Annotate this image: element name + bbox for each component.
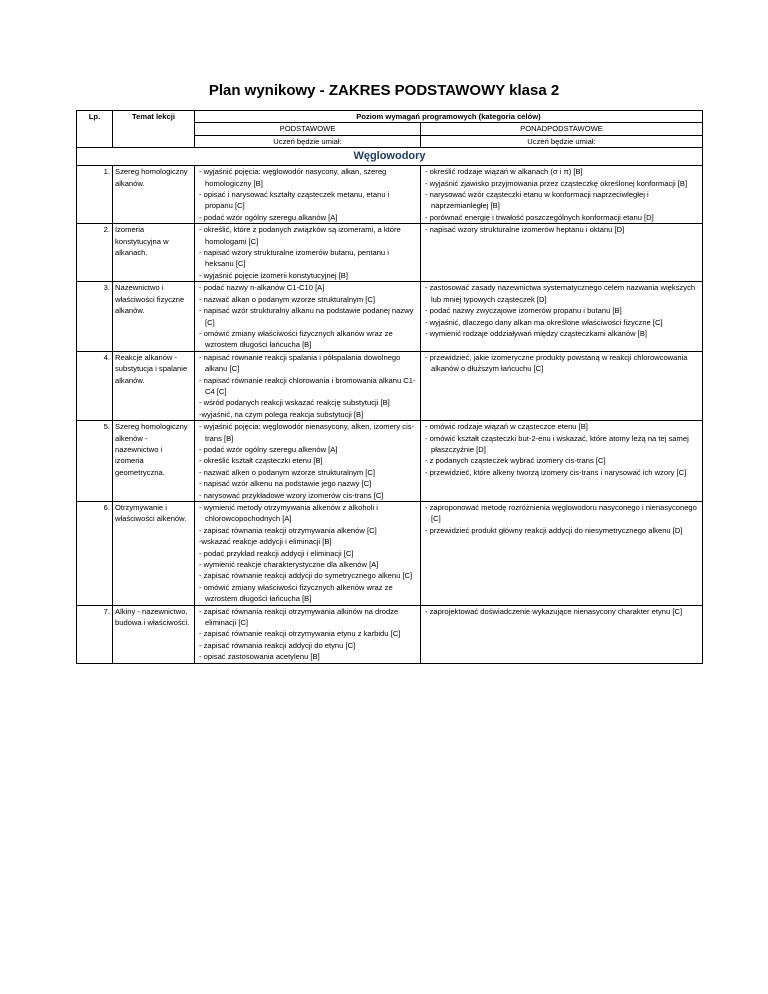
row-basic-requirements bbox=[195, 282, 421, 351]
requirement-item: - zapisać równania reakcji addycji do etynu [C] bbox=[199, 640, 356, 650]
requirement-item: - napisać równanie reakcji spalania i półspalania dowolnego alkanu [C] bbox=[199, 352, 401, 374]
requirement-item: - podać wzór ogólny szeregu alkenów [A] bbox=[199, 444, 338, 454]
row-advanced-requirements bbox=[421, 282, 703, 351]
requirement-item: - napisać równanie reakcji chlorowania i bromowania alkanu C1-C4 [C] bbox=[199, 375, 416, 396]
requirement-item: - omówić zmiany właściwości fizycznych alkenów wraz ze wzrostem długości łańcucha [B] bbox=[199, 582, 393, 604]
requirement-item: - przewidzieć produkt główny reakcji addycji do niesymetrycznego alkenu [D] bbox=[425, 525, 683, 535]
requirement-item: - podać wzór ogólny szeregu alkanów [A] bbox=[199, 212, 338, 222]
row-advanced-requirements bbox=[421, 502, 703, 606]
row-advanced-requirements bbox=[421, 351, 703, 420]
requirement-item: - określić rodzaje wiązań w alkanach (σ i π) [B] bbox=[425, 167, 583, 177]
table-row bbox=[77, 421, 703, 502]
requirement-item: - przewidzieć, jakie izomeryczne produkty powstaną w reakcji chlorowcowania alkanów o dłuższym łańcuchu [C] bbox=[425, 352, 688, 374]
requirement-item: - napisać wzory strukturalne izomerów butanu, pentanu i heksanu [C] bbox=[199, 248, 389, 269]
row-basic-requirements bbox=[195, 502, 421, 606]
row-topic: Alkiny - nazewnictwo, budowa i właściwości. bbox=[113, 605, 195, 663]
header-advanced-sub: Uczeń będzie umiał: bbox=[421, 135, 703, 147]
row-number: 7. bbox=[77, 605, 113, 663]
requirement-item: - napisać wzór strukturalny alkanu na podstawie podanej nazwy [C] bbox=[199, 306, 414, 327]
requirement-item: - wśród podanych reakcji wskazać reakcję substytucji [B] bbox=[199, 398, 390, 408]
requirement-item: - opisać i narysować kształty cząsteczek metanu, etanu i propanu [C] bbox=[199, 190, 390, 211]
requirement-item: - nazwać alken o podanym wzorze strukturalnym [C] bbox=[199, 467, 375, 477]
requirement-item: - zapisać równanie reakcji addycji do symetrycznego alkenu [C] bbox=[199, 571, 413, 581]
requirement-item: - zaproponować metodę rozróżnienia węglowodoru nasyconego i nienasyconego [C] bbox=[425, 503, 697, 524]
row-basic-requirements bbox=[195, 351, 421, 420]
table-row bbox=[77, 166, 703, 224]
section-title: Węglowodory bbox=[77, 148, 703, 166]
table-body bbox=[77, 166, 703, 663]
row-advanced-requirements bbox=[421, 421, 703, 502]
requirement-item: - zapisać równania reakcji otrzymywania alkenów [C] bbox=[199, 525, 377, 535]
requirement-item: - podać nazwy zwyczajowe izomerów propanu i butanu [B] bbox=[425, 306, 622, 316]
row-topic: Reakcje alkanów - substytucja i spalanie alkanów. bbox=[113, 351, 195, 420]
requirement-item: - określić kształt cząsteczki etenu [B] bbox=[199, 456, 323, 466]
row-topic: Nazewnictwo i właściwości fizyczne alkanów. bbox=[113, 282, 195, 351]
requirement-item: - wyjaśnić pojęcie izomerii konstytucyjnej [B] bbox=[199, 270, 348, 280]
requirements-table bbox=[76, 110, 703, 664]
requirement-item: - wymienić metody otrzymywania alkenów z alkoholi i chlorowcopochodnych [A] bbox=[199, 503, 378, 524]
requirement-item: - wymienić reakcje charakterystyczne dla alkenów [A] bbox=[199, 560, 379, 570]
requirement-item: - omówić zmiany właściwości fizycznych alkanów wraz ze wzrostem długości łańcucha [B] bbox=[199, 328, 393, 350]
requirement-item: - wyjaśnić pojęcia: węglowodór nienasycony, alken, izomery cis-trans [B] bbox=[199, 422, 415, 443]
header-level: Poziom wymagań programowych (kategoria celów) bbox=[195, 111, 703, 123]
row-number: 1. bbox=[77, 166, 113, 224]
row-topic: Szereg homologiczny alkenów - nazewnictwo i izomeria geometryczna. bbox=[113, 421, 195, 502]
requirement-item: - podać nazwy n-alkanów C1-C10 [A] bbox=[199, 283, 325, 293]
requirement-item: - wymienić rodzaje oddziaływań między cząsteczkami alkanów [B] bbox=[425, 328, 647, 338]
header-lp: Lp. bbox=[77, 111, 113, 148]
requirement-item: - podać przykład reakcji addycji i eliminacji [C] bbox=[199, 548, 354, 558]
requirement-item: - omówić rodzaje wiązań w cząsteczce etenu [B] bbox=[425, 422, 588, 432]
row-number: 4. bbox=[77, 351, 113, 420]
requirement-item: - nazwać alkan o podanym wzorze strukturalnym [C] bbox=[199, 294, 375, 304]
header-basic-sub: Uczeń będzie umiał: bbox=[195, 135, 421, 147]
requirement-item: -wyjaśnić, na czym polega reakcja substytucji [B] bbox=[199, 409, 364, 419]
requirement-item: - narysować przykładowe wzory izomerów cis-trans [C] bbox=[199, 490, 384, 500]
requirement-item: -wskazać reakcje addycji i eliminacji [B] bbox=[199, 537, 332, 547]
header-advanced: PONADPODSTAWOWE bbox=[421, 123, 703, 135]
requirement-item: - zapisać równanie reakcji otrzymywania etynu z karbidu [C] bbox=[199, 629, 401, 639]
requirement-item: - przewidzieć, które alkeny tworzą izomery cis-trans i narysować ich wzory [C] bbox=[425, 467, 687, 477]
row-basic-requirements bbox=[195, 166, 421, 224]
row-number: 3. bbox=[77, 282, 113, 351]
requirement-item: - wyjaśnić zjawisko przyjmowania przez cząsteczkę określonej konformacji [B] bbox=[425, 178, 688, 188]
row-number: 5. bbox=[77, 421, 113, 502]
requirement-item: - narysować wzór cząsteczki etanu w konformacji naprzeciwległej i naprzemianległej [B] bbox=[425, 190, 649, 211]
table-row bbox=[77, 502, 703, 606]
header-basic: PODSTAWOWE bbox=[195, 123, 421, 135]
row-advanced-requirements bbox=[421, 166, 703, 224]
row-basic-requirements bbox=[195, 421, 421, 502]
table-row bbox=[77, 282, 703, 351]
row-number: 2. bbox=[77, 224, 113, 282]
header-topic: Temat lekcji bbox=[113, 111, 195, 148]
table-row bbox=[77, 605, 703, 663]
row-topic: Otrzymywanie i właściwości alkenów. bbox=[113, 502, 195, 606]
requirement-item: - zapisać równania reakcji otrzymywania alkinów na drodze eliminacji [C] bbox=[199, 606, 399, 628]
requirement-item: - wyjaśnić pojęcia: węglowodór nasycony, alkan, szereg homologiczny [B] bbox=[199, 167, 387, 188]
requirement-item: - napisać wzór alkenu na podstawie jego nazwy [C] bbox=[199, 479, 372, 489]
table-row bbox=[77, 351, 703, 420]
requirement-item: - zastosować zasady nazewnictwa systematycznego celem nazwania większych lub mniej typowych cząsteczek [D] bbox=[425, 283, 696, 304]
row-advanced-requirements bbox=[421, 605, 703, 663]
requirement-item: - omówić kształt cząsteczki but-2-enu i wskazać, które atomy leżą na tej samej płaszczyźnie [D] bbox=[425, 433, 689, 454]
row-number: 6. bbox=[77, 502, 113, 606]
requirement-item: - porównać energię i trwałość poszczególnych konformacji etanu [D] bbox=[425, 212, 654, 222]
table-row bbox=[77, 224, 703, 282]
requirement-item: - opisać zastosowania acetylenu [B] bbox=[199, 652, 320, 662]
requirement-item: - z podanych cząsteczek wybrać izomery cis-trans [C] bbox=[425, 456, 606, 466]
requirement-item: - zaprojektować doświadczenie wykazujące nienasycony charakter etynu [C] bbox=[425, 606, 683, 616]
row-advanced-requirements bbox=[421, 224, 703, 282]
row-basic-requirements bbox=[195, 605, 421, 663]
requirement-item: - wyjaśnić, dlaczego dany alkan ma określone właściwości fizyczne [C] bbox=[425, 317, 663, 327]
row-topic: Szereg homologiczny alkanów. bbox=[113, 166, 195, 224]
row-basic-requirements bbox=[195, 224, 421, 282]
row-topic: Izomeria konstytucyjna w alkanach. bbox=[113, 224, 195, 282]
page-title: Plan wynikowy - ZAKRES PODSTAWOWY klasa 2 bbox=[208, 82, 560, 99]
requirement-item: - napisać wzory strukturalne izomerów heptanu i oktanu [D] bbox=[425, 225, 625, 235]
requirement-item: - określić, które z podanych związków są izomerami, a które homologami [C] bbox=[199, 225, 401, 246]
